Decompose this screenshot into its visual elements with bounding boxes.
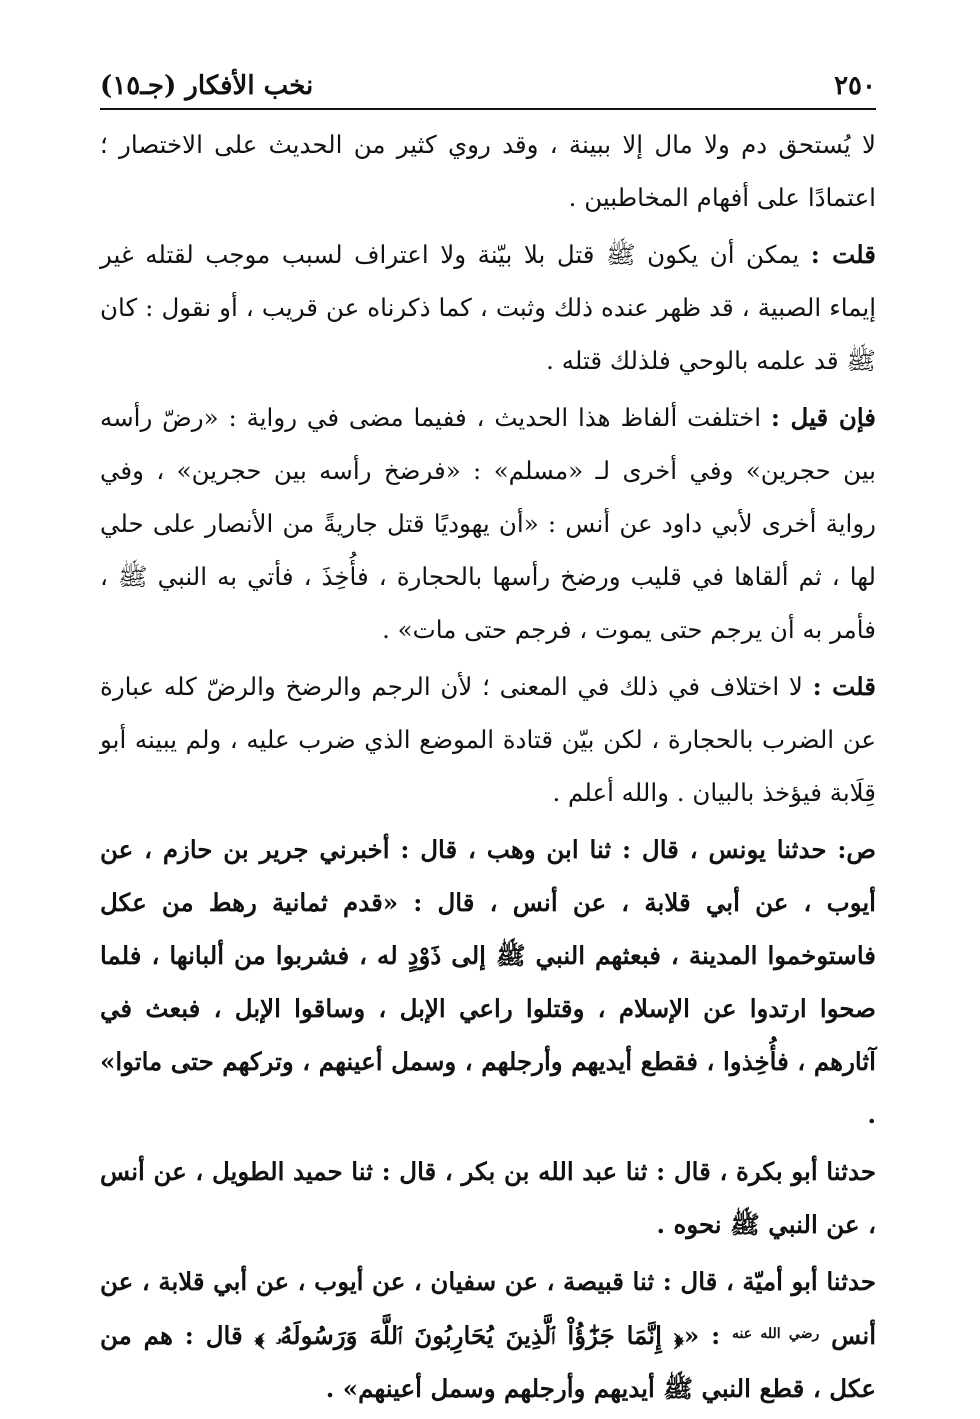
paragraph-text: حدثنا أبو أميّة ، قال : ثنا قبيصة ، عن سفيان ، عن أيوب ، عن أبي قلابة ، عن أنس bbox=[100, 1267, 876, 1350]
page-number: ٢٥٠ bbox=[834, 71, 876, 101]
header-rule bbox=[100, 108, 876, 110]
page-body bbox=[100, 118, 876, 1419]
paragraph-5 bbox=[100, 823, 876, 1141]
paragraph-1 bbox=[100, 118, 876, 224]
paragraph-text: لا يُستحق دم ولا مال إلا ببينة ، وقد روي كثير من الحديث على الاختصار ؛ اعتمادًا على أفهام المخاطبين . bbox=[100, 130, 876, 212]
paragraph-text: يمكن أن يكون ﷺ قتل بلا بيّنة ولا اعتراف لسبب موجب لقتله غير إيماء الصبية ، قد ظهر عنده ذلك وثبت ، كما ذكرناه عن قريب ، أو نقول : كان ﷺ قد علمه بالوحي فلذلك قتله . bbox=[100, 240, 876, 375]
paragraph-2 bbox=[100, 228, 876, 387]
page-header bbox=[100, 66, 876, 106]
honorific-mark: رضي الله عنه bbox=[732, 1326, 820, 1342]
book-title: نخب الأفكار (جـ١٥) bbox=[100, 71, 314, 101]
paragraph-4 bbox=[100, 660, 876, 819]
paragraph-text: : «﴿ إِنَّمَا جَزَٰٓؤُاْ ٱلَّذِينَ يُحَارِبُونَ ٱللَّهَ وَرَسُولَهُۥ ﴾ قال : هم من عكل ، قطع النبي ﷺ أيديهم وأرجلهم وسمل أعينهم» . bbox=[100, 1321, 876, 1403]
paragraph-lead: ص: bbox=[837, 835, 876, 864]
paragraph-lead: قلت : bbox=[810, 240, 876, 269]
paragraph-text: لا اختلاف في ذلك في المعنى ؛ لأن الرجم والرضخ والرضّ كله عبارة عن الضرب بالحجارة ، لكن بيّن قتادة الموضع الذي ضرب عليه ، ولم يبينه أبو قِلَابة فيؤخذ بالبيان . والله أعلم . bbox=[100, 672, 876, 807]
paragraph-text: حدثنا يونس ، قال : ثنا ابن وهب ، قال : أخبرني جرير بن حازم ، عن أيوب ، عن أبي قلابة ، عن أنس ، قال : «قدم ثمانية رهط من عكل فاستوخموا المدينة ، فبعثهم النبي ﷺ إلى ذَوْدٍ له ، فشربوا من ألبانها ، فلما صحوا ارتدوا عن الإسلام ، وقتلوا راعي الإبل ، وساقوا الإبل ، فبعث في آثارهم ، فأُخِذوا ، فقطع أيديهم وأرجلهم ، وسمل أعينهم ، وتركهم حتى ماتوا» . bbox=[100, 835, 876, 1129]
paragraph-3 bbox=[100, 391, 876, 656]
paragraph-6 bbox=[100, 1145, 876, 1251]
paragraph-text: اختلفت ألفاظ هذا الحديث ، ففيما مضى في رواية : «رضّ رأسه بين حجرين» وفي أخرى لـ «مسلم» : «فرضخ رأسه بين حجرين» ، وفي رواية أخرى لأبي داود عن أنس : «أن يهوديًا قتل جاريةً من الأنصار على حلي لها ، ثم ألقاها في قليب ورضخ رأسها بالحجارة ، فأُخِذَ ، فأتي به النبي ﷺ ، فأمر به أن يرجم حتى يموت ، فرجم حتى مات» . bbox=[100, 403, 876, 644]
paragraph-lead: قلت : bbox=[812, 672, 876, 701]
paragraph-lead: فإن قيل : bbox=[770, 403, 876, 432]
paragraph-text: حدثنا أبو بكرة ، قال : ثنا عبد الله بن بكر ، قال : ثنا حميد الطويل ، عن أنس ، عن النبي ﷺ نحوه . bbox=[100, 1157, 876, 1239]
paragraph-7 bbox=[100, 1255, 876, 1415]
